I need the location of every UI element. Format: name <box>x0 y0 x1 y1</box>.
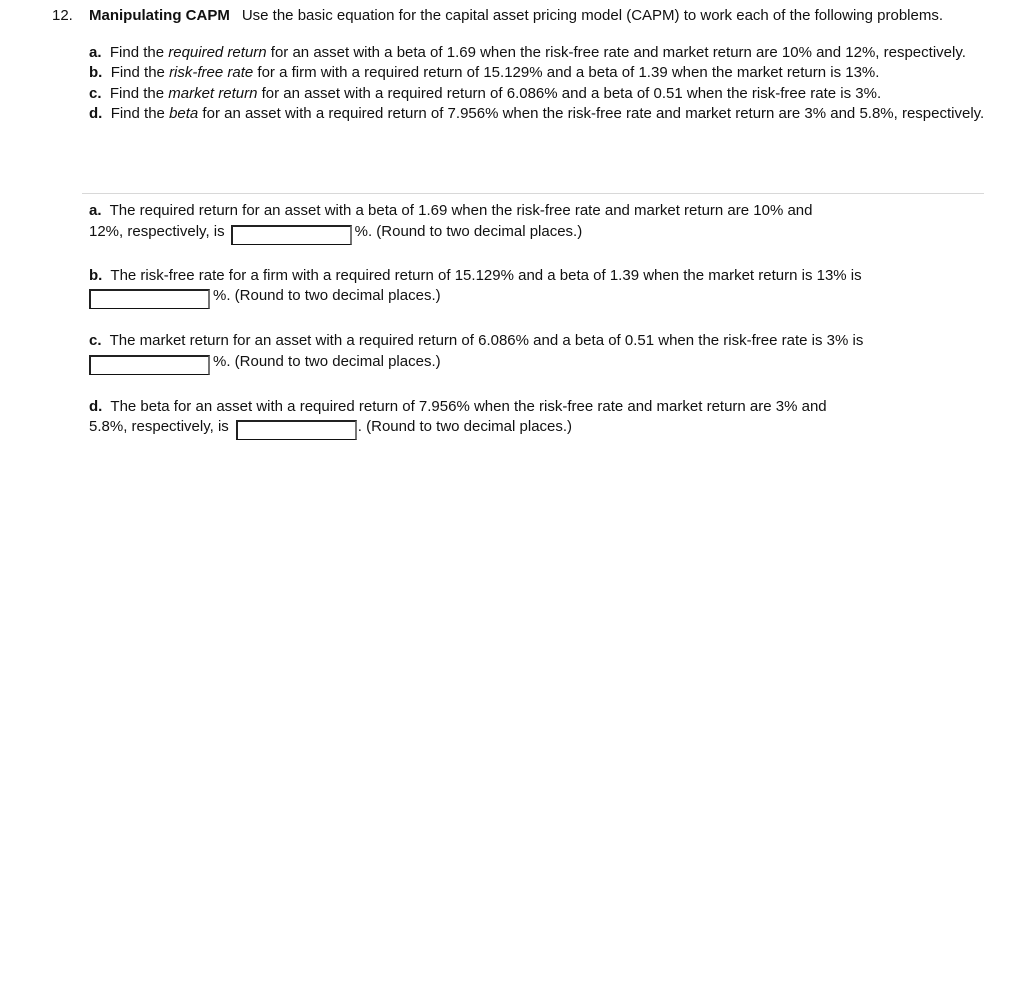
task-text: Find the <box>110 64 170 81</box>
task-b <box>89 63 987 84</box>
answer-a <box>89 201 979 245</box>
answer-text: The risk-free rate for a firm with a required return of 15.129% and a beta of 1.39 when the market return is 13% is <box>110 266 862 284</box>
task-c <box>89 84 987 105</box>
answer-c-input[interactable] <box>89 355 210 375</box>
answer-text: 5.8%, respectively, is <box>89 418 229 435</box>
answer-suffix: %. (Round to two decimal places.) <box>213 287 441 304</box>
problem-intro: Use the basic equation for the capital asset pricing model (CAPM) to work each of the following problems. <box>241 7 944 24</box>
answer-a-input[interactable] <box>231 225 352 245</box>
answer-text: The required return for an asset with a beta of 1.69 when the risk-free rate and market return are 10% and <box>109 202 813 219</box>
answer-text: The beta for an asset with a required return of 7.956% when the risk-free rate and market return are 3% and <box>110 397 827 415</box>
task-d <box>89 104 987 125</box>
answer-label: d. <box>89 397 103 415</box>
task-label: c. <box>89 84 102 102</box>
task-text: Find the <box>109 43 169 61</box>
problem-title: Manipulating CAPM <box>89 7 230 24</box>
task-label: a. <box>89 43 102 61</box>
answer-suffix: . (Round to two decimal places.) <box>357 418 573 435</box>
problem-header <box>52 6 987 27</box>
answer-b <box>89 266 979 310</box>
answer-suffix: %. (Round to two decimal places.) <box>213 352 441 370</box>
answer-label: a. <box>89 202 102 219</box>
task-text: for an asset with a required return of 7.956% when the risk-free rate and market return are 3% and 5.8%, respectively. <box>198 105 985 122</box>
answer-text: 12%, respectively, is <box>89 222 225 240</box>
task-term: required return <box>168 43 267 61</box>
answer-suffix: %. (Round to two decimal places.) <box>354 222 583 240</box>
task-term: risk-free rate <box>169 64 254 81</box>
task-term: beta <box>169 105 199 122</box>
task-text: for an asset with a required return of 6.086% and a beta of 0.51 when the risk-free rate is 3%. <box>257 84 882 102</box>
answer-label: c. <box>89 332 102 349</box>
task-text: for a firm with a required return of 15.129% and a beta of 1.39 when the market return is 13%. <box>253 64 880 81</box>
problem-statement <box>52 6 987 125</box>
answer-label: b. <box>89 266 103 284</box>
answer-section <box>89 201 979 440</box>
answer-c <box>89 331 979 375</box>
task-label: b. <box>89 64 103 81</box>
answer-d-input[interactable] <box>236 420 357 440</box>
task-text: for an asset with a beta of 1.69 when the risk-free rate and market return are 10% and 12%, respectively. <box>266 43 966 61</box>
task-term: market return <box>168 84 258 102</box>
task-list <box>52 43 987 125</box>
section-divider <box>82 193 984 194</box>
answer-d <box>89 397 979 441</box>
task-label: d. <box>89 105 103 122</box>
answer-text: The market return for an asset with a required return of 6.086% and a beta of 0.51 when the risk-free rate is 3% is <box>109 332 864 349</box>
problem-number: 12. <box>52 7 73 24</box>
task-text: Find the <box>110 105 170 122</box>
answer-b-input[interactable] <box>89 289 210 309</box>
task-text: Find the <box>109 84 169 102</box>
task-a <box>89 43 987 64</box>
